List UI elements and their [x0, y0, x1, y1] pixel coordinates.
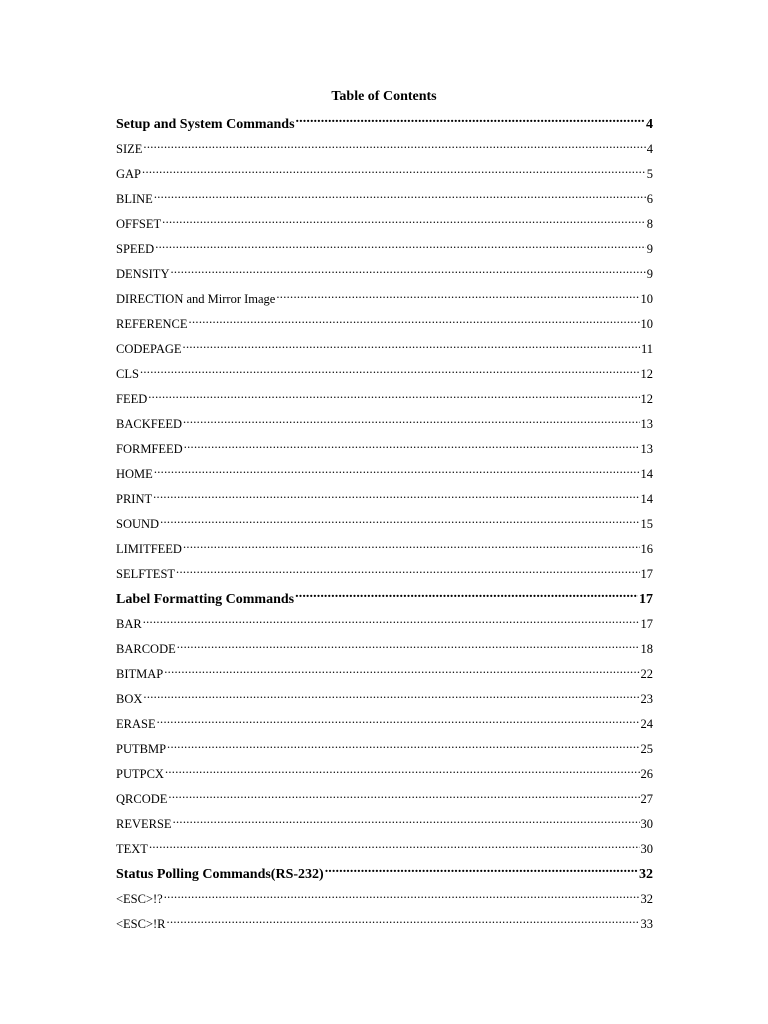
toc-page-number: 30: [640, 817, 653, 831]
toc-page-number: 13: [640, 417, 653, 431]
toc-entry[interactable]: [116, 414, 653, 439]
toc-leader-dots: [143, 614, 640, 628]
toc-page-number: 17: [640, 617, 653, 631]
toc-entry-label: BARCODE: [116, 642, 176, 656]
toc-entry-label: PUTPCX: [116, 767, 164, 781]
toc-entry-label: TEXT: [116, 842, 148, 856]
toc-leader-dots: [177, 639, 640, 653]
toc-leader-dots: [173, 814, 640, 828]
toc-page-number: 15: [640, 517, 653, 531]
toc-entry[interactable]: [116, 814, 653, 839]
toc-entry-label: QRCODE: [116, 792, 168, 806]
toc-entry[interactable]: [116, 564, 653, 589]
toc-page-number: 17: [639, 592, 653, 607]
toc-leader-dots: [140, 364, 640, 378]
toc-entry-label: FORMFEED: [116, 442, 183, 456]
toc-entry-label: BITMAP: [116, 667, 164, 681]
toc-entry[interactable]: [116, 189, 653, 214]
toc-entry[interactable]: [116, 639, 653, 664]
toc-leader-dots: [154, 189, 646, 203]
toc-entry[interactable]: [116, 914, 653, 939]
toc-leader-dots: [183, 414, 640, 428]
toc-page-number: 16: [640, 542, 653, 556]
toc-entry[interactable]: [116, 714, 653, 739]
toc-page-number: 13: [640, 442, 653, 456]
toc-entry[interactable]: [116, 889, 653, 914]
toc-section-heading[interactable]: [116, 864, 653, 889]
toc-page-number: 11: [640, 342, 653, 356]
toc-entry-label: CODEPAGE: [116, 342, 182, 356]
toc-leader-dots: [155, 239, 646, 253]
toc-page-number: 25: [640, 742, 653, 756]
toc-entry-label: BOX: [116, 692, 143, 706]
toc-entry-label: DIRECTION and Mirror Image: [116, 292, 276, 306]
toc-page-number: 14: [640, 492, 653, 506]
toc-entry-label: CLS: [116, 367, 139, 381]
toc-page-number: 4: [646, 117, 653, 132]
toc-leader-dots: [154, 464, 640, 478]
toc-entry[interactable]: [116, 739, 653, 764]
toc-page-number: 10: [640, 292, 653, 306]
toc-page-number: 30: [640, 842, 653, 856]
toc-list: [116, 114, 653, 939]
toc-leader-dots: [143, 139, 645, 153]
toc-entry-label: ERASE: [116, 717, 156, 731]
toc-entry[interactable]: [116, 139, 653, 164]
toc-entry-label: PUTBMP: [116, 742, 167, 756]
toc-leader-dots: [153, 489, 639, 503]
toc-leader-dots: [183, 539, 640, 553]
toc-entry-label: PRINT: [116, 492, 153, 506]
toc-leader-dots: [160, 514, 639, 528]
toc-entry[interactable]: [116, 339, 653, 364]
toc-page-number: 12: [640, 392, 653, 406]
toc-leader-dots: [157, 714, 640, 728]
toc-entry-label: GAP: [116, 167, 142, 181]
toc-leader-dots: [176, 564, 639, 578]
toc-leader-dots: [162, 214, 646, 228]
toc-entry-label: <ESC>!R: [116, 917, 166, 931]
toc-entry-label: BACKFEED: [116, 417, 182, 431]
toc-page-number: 12: [640, 367, 653, 381]
toc-leader-dots: [184, 439, 640, 453]
toc-entry[interactable]: [116, 364, 653, 389]
toc-section-heading[interactable]: [116, 589, 653, 614]
toc-entry-label: REFERENCE: [116, 317, 188, 331]
toc-leader-dots: [167, 914, 640, 928]
toc-entry[interactable]: [116, 164, 653, 189]
toc-entry[interactable]: [116, 464, 653, 489]
toc-page-number: 17: [640, 567, 653, 581]
toc-leader-dots: [170, 264, 645, 278]
toc-entry-label: Status Polling Commands(RS-232): [116, 867, 324, 882]
toc-entry[interactable]: [116, 489, 653, 514]
toc-leader-dots: [295, 589, 638, 603]
toc-leader-dots: [164, 664, 639, 678]
toc-entry-label: LIMITFEED: [116, 542, 182, 556]
toc-page-number: 4: [646, 142, 653, 156]
toc-entry-label: REVERSE: [116, 817, 172, 831]
toc-entry-label: Setup and System Commands: [116, 117, 295, 132]
toc-entry-label: FEED: [116, 392, 148, 406]
toc-entry[interactable]: [116, 239, 653, 264]
toc-entry[interactable]: [116, 539, 653, 564]
toc-leader-dots: [296, 114, 645, 128]
toc-leader-dots: [167, 739, 639, 753]
toc-page-number: 26: [640, 767, 653, 781]
toc-entry-label: Label Formatting Commands: [116, 592, 295, 607]
toc-page-number: 27: [640, 792, 653, 806]
toc-page-number: 9: [646, 242, 653, 256]
toc-page-number: 23: [640, 692, 653, 706]
toc-entry[interactable]: [116, 389, 653, 414]
toc-page-number: 32: [639, 867, 653, 882]
toc-entry-label: <ESC>!?: [116, 892, 163, 906]
toc-entry[interactable]: [116, 439, 653, 464]
toc-entry-label: BAR: [116, 617, 142, 631]
toc-entry[interactable]: [116, 214, 653, 239]
toc-leader-dots: [276, 289, 639, 303]
toc-entry-label: OFFSET: [116, 217, 162, 231]
toc-entry-label: SOUND: [116, 517, 160, 531]
toc-entry[interactable]: [116, 764, 653, 789]
toc-entry[interactable]: [116, 614, 653, 639]
toc-page-number: 6: [646, 192, 653, 206]
toc-leader-dots: [183, 339, 640, 353]
toc-page-number: 22: [640, 667, 653, 681]
toc-page-number: 33: [640, 917, 653, 931]
toc-entry-label: DENSITY: [116, 267, 170, 281]
toc-entry[interactable]: [116, 264, 653, 289]
toc-leader-dots: [189, 314, 640, 328]
toc-leader-dots: [142, 164, 646, 178]
toc-entry-label: SPEED: [116, 242, 155, 256]
toc-entry[interactable]: [116, 664, 653, 689]
toc-leader-dots: [165, 764, 640, 778]
toc-leader-dots: [143, 689, 639, 703]
toc-page-number: 18: [640, 642, 653, 656]
toc-entry[interactable]: [116, 314, 653, 339]
toc-page-number: 9: [646, 267, 653, 281]
toc-entry[interactable]: [116, 839, 653, 864]
toc-leader-dots: [164, 889, 640, 903]
toc-entry[interactable]: [116, 289, 653, 314]
toc-entry[interactable]: [116, 789, 653, 814]
toc-entry[interactable]: [116, 689, 653, 714]
toc-page-number: 5: [646, 167, 653, 181]
toc-page-number: 32: [640, 892, 653, 906]
toc-leader-dots: [148, 389, 639, 403]
toc-entry-label: BLINE: [116, 192, 153, 206]
toc-page-number: 10: [640, 317, 653, 331]
toc-entry[interactable]: [116, 514, 653, 539]
toc-entry-label: SELFTEST: [116, 567, 176, 581]
toc-entry-label: HOME: [116, 467, 153, 481]
toc-page-number: 14: [640, 467, 653, 481]
toc-leader-dots: [168, 789, 639, 803]
toc-page-number: 24: [640, 717, 653, 731]
toc-leader-dots: [325, 864, 638, 878]
toc-section-heading[interactable]: [116, 114, 653, 139]
toc-title: Table of Contents: [331, 89, 437, 104]
toc-page-number: 8: [646, 217, 653, 231]
toc-entry-label: SIZE: [116, 142, 143, 156]
toc-leader-dots: [149, 839, 640, 853]
